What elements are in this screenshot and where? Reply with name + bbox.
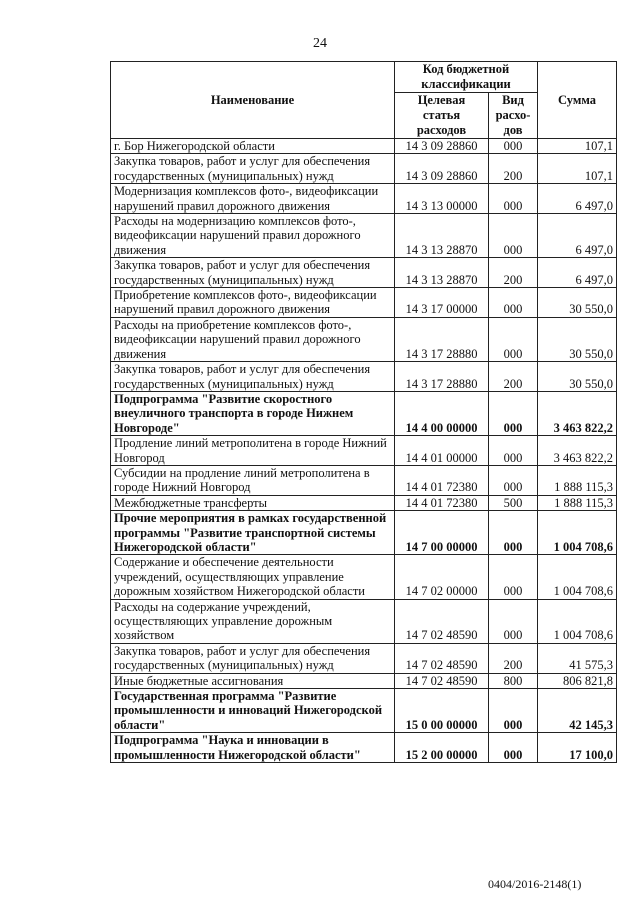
row-target-article: 14 4 01 72380: [395, 465, 489, 495]
row-target-article: 14 3 13 28870: [395, 214, 489, 258]
table-row: [111, 184, 617, 214]
row-expense-type: 000: [489, 317, 538, 361]
row-expense-type: 200: [489, 362, 538, 392]
table-row: [111, 599, 617, 643]
row-target-article: 14 3 09 28860: [395, 154, 489, 184]
row-expense-type: 000: [489, 288, 538, 318]
row-expense-type: 500: [489, 495, 538, 510]
row-sum: 806 821,8: [538, 673, 617, 688]
table-row: [111, 436, 617, 466]
row-expense-type: 000: [489, 511, 538, 555]
table-row: [111, 673, 617, 688]
row-name: Расходы на содержание учреждений, осуществляющих управление дорожным хозяйством: [111, 599, 395, 643]
document-code: 0404/2016-2148(1): [488, 877, 582, 891]
row-expense-type: 000: [489, 555, 538, 599]
row-name: Расходы на модернизацию комплексов фото-, видеофиксации нарушений правил дорожного движения: [111, 214, 395, 258]
table-row: [111, 689, 617, 733]
table-header: [111, 62, 617, 139]
row-name: Расходы на приобретение комплексов фото-, видеофиксации нарушений правил дорожного движения: [111, 317, 395, 361]
table-row: [111, 733, 617, 763]
row-sum: 6 497,0: [538, 214, 617, 258]
row-target-article: 14 3 17 00000: [395, 288, 489, 318]
row-sum: 107,1: [538, 139, 617, 154]
row-target-article: 15 2 00 00000: [395, 733, 489, 763]
row-sum: 41 575,3: [538, 643, 617, 673]
header-expense-type: Вид расхо-дов: [489, 93, 538, 139]
table-row: [111, 511, 617, 555]
row-name: г. Бор Нижегородской области: [111, 139, 395, 154]
row-name: Закупка товаров, работ и услуг для обеспечения государственных (муниципальных) нужд: [111, 643, 395, 673]
row-expense-type: 200: [489, 643, 538, 673]
table-body: [111, 139, 617, 763]
table-row: [111, 288, 617, 318]
header-name: Наименование: [111, 62, 395, 139]
row-sum: 6 497,0: [538, 258, 617, 288]
row-target-article: 14 3 13 28870: [395, 258, 489, 288]
table-row: [111, 465, 617, 495]
row-sum: 30 550,0: [538, 288, 617, 318]
row-target-article: 14 3 09 28860: [395, 139, 489, 154]
row-name: Приобретение комплексов фото-, видеофиксации нарушений правил дорожного движения: [111, 288, 395, 318]
row-target-article: 14 7 02 48590: [395, 673, 489, 688]
row-sum: 30 550,0: [538, 362, 617, 392]
row-name: Закупка товаров, работ и услуг для обеспечения государственных (муниципальных) нужд: [111, 154, 395, 184]
table-row: [111, 139, 617, 154]
row-name: Прочие мероприятия в рамках государственной программы "Развитие транспортной системы Нижегородской области": [111, 511, 395, 555]
row-name: Модернизация комплексов фото-, видеофиксации нарушений правил дорожного движения: [111, 184, 395, 214]
row-sum: 1 004 708,6: [538, 555, 617, 599]
row-target-article: 14 7 02 48590: [395, 599, 489, 643]
header-code-group: Код бюджетной классификации: [395, 62, 538, 93]
row-sum: 17 100,0: [538, 733, 617, 763]
row-name: Государственная программа "Развитие промышленности и инноваций Нижегородской области": [111, 689, 395, 733]
row-expense-type: 000: [489, 139, 538, 154]
table-row: [111, 391, 617, 435]
row-target-article: 14 7 02 48590: [395, 643, 489, 673]
row-target-article: 14 4 00 00000: [395, 391, 489, 435]
row-target-article: 14 3 13 00000: [395, 184, 489, 214]
row-target-article: 14 4 01 72380: [395, 495, 489, 510]
header-sum: Сумма: [538, 62, 617, 139]
table-row: [111, 495, 617, 510]
row-expense-type: 000: [489, 184, 538, 214]
row-target-article: 14 3 17 28880: [395, 317, 489, 361]
row-expense-type: 200: [489, 154, 538, 184]
row-name: Содержание и обеспечение деятельности учреждений, осуществляющих управление дорожным хозяйством Нижегородской области: [111, 555, 395, 599]
row-name: Подпрограмма "Развитие скоростного внеуличного транспорта в городе Нижнем Новгороде": [111, 391, 395, 435]
table-row: [111, 214, 617, 258]
row-sum: 1 888 115,3: [538, 465, 617, 495]
row-sum: 1 004 708,6: [538, 599, 617, 643]
table-row: [111, 362, 617, 392]
row-expense-type: 000: [489, 214, 538, 258]
table-row: [111, 555, 617, 599]
row-expense-type: 800: [489, 673, 538, 688]
row-name: Закупка товаров, работ и услуг для обеспечения государственных (муниципальных) нужд: [111, 362, 395, 392]
row-sum: 30 550,0: [538, 317, 617, 361]
row-name: Продление линий метрополитена в городе Нижний Новгород: [111, 436, 395, 466]
row-expense-type: 000: [489, 733, 538, 763]
row-name: Межбюджетные трансферты: [111, 495, 395, 510]
row-expense-type: 000: [489, 689, 538, 733]
page-number: 24: [313, 36, 327, 51]
row-target-article: 14 3 17 28880: [395, 362, 489, 392]
row-sum: 107,1: [538, 154, 617, 184]
row-sum: 3 463 822,2: [538, 391, 617, 435]
table-row: [111, 258, 617, 288]
row-target-article: 14 7 00 00000: [395, 511, 489, 555]
row-sum: 6 497,0: [538, 184, 617, 214]
row-name: Подпрограмма "Наука и инновации в промышленности Нижегородской области": [111, 733, 395, 763]
row-sum: 42 145,3: [538, 689, 617, 733]
row-expense-type: 000: [489, 465, 538, 495]
header-target-article: Целевая статья расходов: [395, 93, 489, 139]
row-expense-type: 200: [489, 258, 538, 288]
row-expense-type: 000: [489, 391, 538, 435]
row-expense-type: 000: [489, 599, 538, 643]
table-row: [111, 317, 617, 361]
row-expense-type: 000: [489, 436, 538, 466]
row-name: Иные бюджетные ассигнования: [111, 673, 395, 688]
row-sum: 1 888 115,3: [538, 495, 617, 510]
row-name: Закупка товаров, работ и услуг для обеспечения государственных (муниципальных) нужд: [111, 258, 395, 288]
row-name: Субсидии на продление линий метрополитена в городе Нижний Новгород: [111, 465, 395, 495]
row-target-article: 14 4 01 00000: [395, 436, 489, 466]
row-target-article: 15 0 00 00000: [395, 689, 489, 733]
row-sum: 1 004 708,6: [538, 511, 617, 555]
table-row: [111, 154, 617, 184]
budget-table: [110, 61, 617, 763]
table-row: [111, 643, 617, 673]
row-sum: 3 463 822,2: [538, 436, 617, 466]
row-target-article: 14 7 02 00000: [395, 555, 489, 599]
